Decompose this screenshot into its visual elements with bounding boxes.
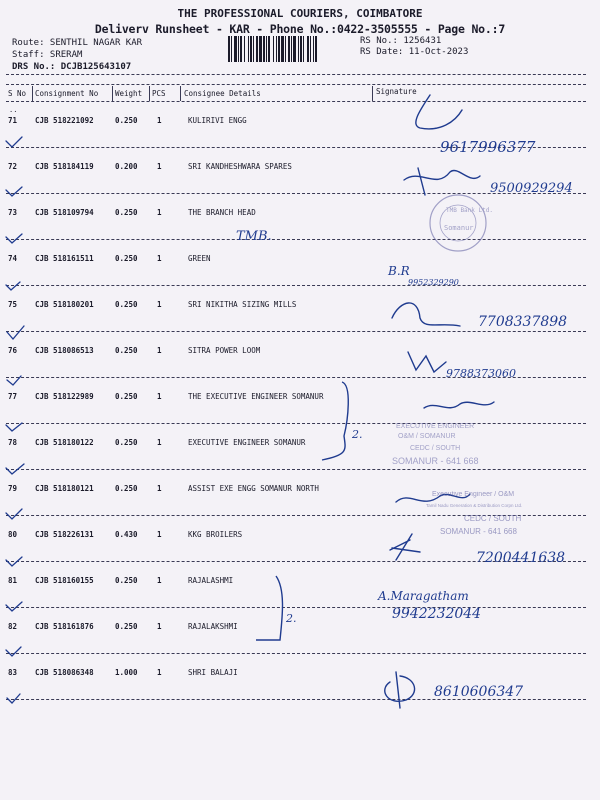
row-pcs: 1 — [157, 254, 162, 263]
check-mark-icon — [6, 423, 22, 431]
row-consignee: RAJALASHMI — [188, 576, 234, 585]
row-consignee: EXECUTIVE ENGINEER SOMANUR — [188, 438, 306, 447]
row-weight: 0.250 — [115, 622, 138, 631]
row-weight: 0.250 — [115, 254, 138, 263]
check-mark-icon — [6, 509, 22, 519]
barcode-bar — [234, 36, 237, 62]
row-consignee: SRI NIKITHA SIZING MILLS — [188, 300, 297, 309]
row-pcs: 1 — [157, 162, 162, 171]
barcode-bar — [300, 36, 302, 62]
col-consignment: Consignment No — [35, 89, 99, 98]
bracket-77-78 — [322, 382, 348, 460]
bank-stamp — [430, 195, 493, 251]
row-pcs: 1 — [157, 668, 162, 677]
row-weight: 0.250 — [115, 116, 138, 125]
row-sno: 73 — [8, 208, 18, 217]
barcode-bar — [238, 36, 239, 62]
handwritten-name: A.Maragatham — [378, 589, 469, 603]
row-weight: 1.000 — [115, 668, 138, 677]
row-pcs: 1 — [157, 576, 162, 585]
row-consignee: KULIRIVI ENGG — [188, 116, 247, 125]
row-consignment-no: CJB 518180201 — [35, 300, 94, 309]
stamp-text: CEDC / SOUTH — [464, 514, 522, 523]
row-weight: 0.250 — [115, 438, 138, 447]
row-pcs: 1 — [157, 392, 162, 401]
row-divider — [6, 147, 586, 148]
row-consignment-no: CJB 518221092 — [35, 116, 94, 125]
row-sno: 75 — [8, 300, 18, 309]
row-divider — [6, 193, 586, 194]
check-mark-icon — [6, 282, 20, 290]
handwritten-phone: 9788373060 — [446, 367, 516, 380]
row-consignment-no: CJB 518122989 — [35, 392, 94, 401]
barcode-bar — [307, 36, 309, 62]
row-divider — [6, 653, 586, 654]
barcode-bar — [285, 36, 286, 62]
barcode-bar — [288, 36, 290, 62]
handwritten-phone: 9952329290 — [408, 278, 459, 287]
row-weight: 0.250 — [115, 300, 138, 309]
row-sno: 82 — [8, 622, 18, 631]
barcode-bar — [250, 36, 252, 62]
barcode-bar — [228, 36, 230, 62]
barcode-bar — [310, 36, 311, 62]
signature-77 — [424, 402, 494, 408]
row-sno: 71 — [8, 116, 18, 125]
row-sno: 80 — [8, 530, 18, 539]
row-consignee: SITRA POWER LOOM — [188, 346, 261, 355]
row-sno: 72 — [8, 162, 18, 171]
drs-number: DRS No.: DCJB125643107 — [12, 62, 132, 72]
row-consignee: SHRI BALAJI — [188, 668, 238, 677]
office-stamp — [392, 423, 479, 466]
row-consignee: GREEN — [188, 254, 211, 263]
signature-80 — [390, 534, 420, 560]
row-weight: 0.250 — [115, 208, 138, 217]
row-sno: 81 — [8, 576, 18, 585]
signature-75 — [392, 303, 460, 326]
row-consignment-no: CJB 518226131 — [35, 530, 94, 539]
stamp-text: O&M / SOMANUR — [398, 433, 456, 440]
barcode-bar — [281, 36, 284, 62]
row-divider — [6, 423, 586, 424]
col-separator — [32, 86, 33, 101]
stamp-text: EXECUTIVE ENGINEER — [396, 423, 475, 430]
row-divider — [6, 469, 586, 470]
barcode-bar — [315, 36, 317, 62]
row-sno: 79 — [8, 484, 18, 493]
barcode-bar — [240, 36, 242, 62]
row-consignee: KKG BROILERS — [188, 530, 243, 539]
row-divider — [6, 699, 586, 700]
barcode-bar — [231, 36, 232, 62]
row-pcs: 1 — [157, 530, 162, 539]
row-pcs: 1 — [157, 300, 162, 309]
col-separator — [112, 86, 113, 101]
row-consignee: RAJALAKSHMI — [188, 622, 238, 631]
row-divider — [6, 239, 586, 240]
barcode-bar — [244, 36, 245, 62]
stamp-text: Executive Engineer / O&M — [432, 491, 515, 498]
row-consignee: THE BRANCH HEAD — [188, 208, 256, 217]
barcode-bar — [268, 36, 270, 62]
row-divider — [6, 607, 586, 608]
handwritten-phone: 7200441638 — [476, 550, 566, 566]
row-pcs: 1 — [157, 346, 162, 355]
row-pcs: 1 — [157, 438, 162, 447]
barcode-bar — [293, 36, 296, 62]
handwritten-name: B.R — [388, 264, 410, 278]
col-separator — [372, 86, 373, 101]
bracket-note: 2. — [352, 428, 363, 441]
barcode-bar — [266, 36, 267, 62]
stamp-text: CEDC / SOUTH — [410, 445, 461, 452]
signature-79 — [396, 494, 470, 502]
row-sno: 76 — [8, 346, 18, 355]
col-pcs: PCS — [152, 89, 166, 98]
col-signature: Signature — [376, 87, 417, 96]
stamp-text: Somanur — [444, 224, 474, 232]
row-weight: 0.430 — [115, 530, 138, 539]
bracket-note: 2. — [286, 612, 297, 625]
handwritten-phone: 7708337898 — [478, 314, 568, 330]
row-pcs: 1 — [157, 622, 162, 631]
row-consignment-no: CJB 518180121 — [35, 484, 94, 493]
header-divider — [6, 74, 586, 75]
barcode-bar — [276, 36, 277, 62]
handwritten-phone: 9617996377 — [440, 138, 536, 156]
row-sno: 83 — [8, 668, 18, 677]
row-consignee: SRI KANDHESHWARA SPARES — [188, 162, 292, 171]
signature-76 — [408, 352, 446, 372]
rs-date: RS Date: 11-Oct-2023 — [360, 47, 469, 57]
barcode-bar — [256, 36, 258, 62]
runsheet-title: Deliverv Runsheet - KAR - Phone No.:0422-3505555 - Page No.:7 — [94, 22, 506, 36]
barcode-bar — [278, 36, 280, 62]
row-consignment-no: CJB 518161511 — [35, 254, 94, 263]
row-weight: 0.250 — [115, 576, 138, 585]
row-divider — [6, 515, 586, 516]
row-pcs: 1 — [157, 116, 162, 125]
handwritten-note: TMB. — [236, 229, 272, 244]
col-sno: S No — [8, 89, 27, 98]
signature-83 — [385, 672, 415, 708]
row-pcs: 1 — [157, 208, 162, 217]
row-weight: 0.200 — [115, 162, 138, 171]
stamp-text: SOMANUR - 641 668 — [440, 527, 517, 536]
signature-72 — [404, 168, 480, 195]
barcode-bar — [303, 36, 304, 62]
barcode-bar — [263, 36, 265, 62]
row-divider — [6, 561, 586, 562]
office-stamp — [426, 491, 522, 536]
check-mark-icon — [6, 137, 22, 147]
bracket-81-82 — [256, 576, 283, 640]
check-mark-icon — [6, 647, 21, 656]
row-consignment-no: CJB 518160155 — [35, 576, 94, 585]
check-mark-icon — [6, 187, 22, 196]
barcode-bar — [291, 36, 292, 62]
col-separator — [180, 86, 181, 101]
barcode-bar — [259, 36, 262, 62]
row-weight: 0.250 — [115, 484, 138, 493]
handwritten-phone: 8610606347 — [434, 684, 524, 700]
col-consignee: Consignee Details — [184, 89, 261, 98]
rs-number: RS No.: 1256431 — [360, 36, 442, 46]
barcode-bar — [298, 36, 299, 62]
row-divider — [6, 285, 586, 286]
row-divider — [6, 331, 586, 332]
row-sno: 74 — [8, 254, 18, 263]
handwritten-phone: 9942232044 — [392, 606, 482, 622]
stamp-text: Tamil Nadu Generation & Distribution Corpn Ltd. — [426, 503, 523, 508]
barcode-bar — [313, 36, 314, 62]
row-weight: 0.250 — [115, 346, 138, 355]
row-consignment-no: CJB 518161876 — [35, 622, 94, 631]
barcode-bar — [273, 36, 274, 62]
row-consignment-no: CJB 518184119 — [35, 162, 94, 171]
barcode — [228, 36, 354, 62]
row-consignee: THE EXECUTIVE ENGINEER SOMANUR — [188, 392, 324, 401]
header-divider — [6, 101, 586, 102]
row-consignment-no: CJB 518109794 — [35, 208, 94, 217]
row-consignment-no: CJB 518086513 — [35, 346, 94, 355]
row-divider — [6, 377, 586, 378]
row-sno: 77 — [8, 392, 18, 401]
col-weight: Weight — [115, 89, 143, 98]
company-name: THE PROFESSIONAL COURIERS, COIMBATORE — [177, 7, 423, 20]
barcode-bar — [253, 36, 254, 62]
row-weight: 0.250 — [115, 392, 138, 401]
barcode-bar — [248, 36, 249, 62]
continued-marker: .. — [9, 106, 18, 114]
handwritten-phone: 9500929294 — [490, 181, 573, 196]
header-divider — [6, 84, 586, 85]
row-pcs: 1 — [157, 484, 162, 493]
staff-label: Staff: SRERAM — [12, 50, 83, 60]
row-sno: 78 — [8, 438, 18, 447]
row-consignment-no: CJB 518086348 — [35, 668, 94, 677]
col-separator — [149, 86, 150, 101]
check-mark-icon — [7, 326, 24, 339]
stamp-text: SOMANUR - 641 668 — [392, 456, 479, 466]
row-consignment-no: CJB 518180122 — [35, 438, 94, 447]
stamp-text: TMB Bank Ltd. — [446, 207, 493, 214]
route-label: Route: SENTHIL NAGAR KAR — [12, 38, 143, 48]
row-consignee: ASSIST EXE ENGG SOMANUR NORTH — [188, 484, 319, 493]
